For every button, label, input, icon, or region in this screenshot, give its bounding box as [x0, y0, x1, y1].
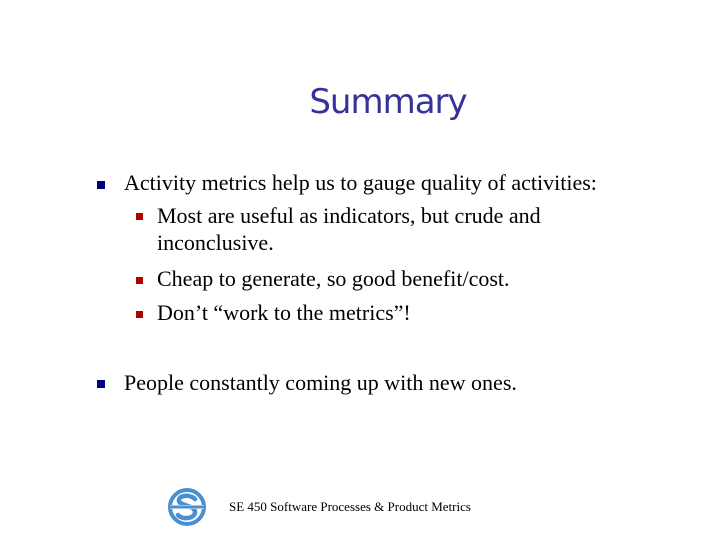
- sub-bullet-text: Cheap to generate, so good benefit/cost.: [157, 266, 510, 291]
- bullet-text: People constantly coming up with new ones.: [124, 370, 517, 395]
- slide-title: Summary: [309, 82, 467, 122]
- slide-footer: SE 450 Software Processes & Product Metrics: [229, 499, 471, 514]
- se-logo-icon: [166, 487, 208, 527]
- bullet-text: Activity metrics help us to gauge quality of activities:: [124, 170, 597, 195]
- bullet-marker: [97, 181, 105, 189]
- sub-bullet-text-continued: inconclusive.: [157, 230, 274, 255]
- sub-bullet-marker: [136, 311, 143, 318]
- bullet-marker: [97, 380, 105, 388]
- sub-bullet-text: Most are useful as indicators, but crude and: [157, 203, 541, 228]
- sub-bullet-text: Don’t “work to the metrics”!: [157, 300, 411, 325]
- sub-bullet-marker: [136, 277, 143, 284]
- sub-bullet-marker: [136, 213, 143, 220]
